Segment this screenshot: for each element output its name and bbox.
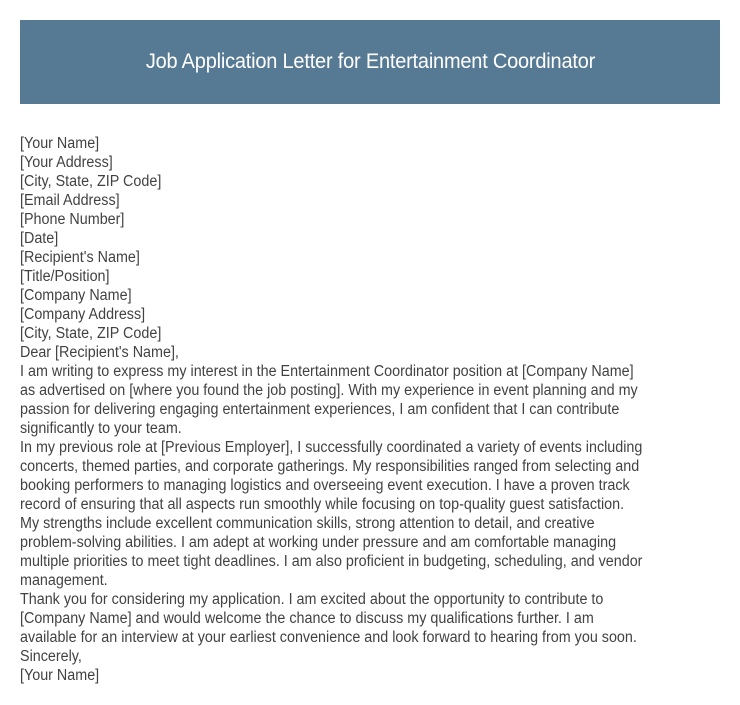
letter-body	[20, 134, 740, 685]
sender-block	[20, 134, 740, 229]
paragraph-introduction	[20, 362, 740, 438]
paragraph-line: available for an interview at your earliest convenience and look forward to hearing from you soon.	[20, 629, 637, 646]
paragraph-line: passion for delivering engaging entertainment experiences, I am confident that I can contribute	[20, 401, 620, 418]
paragraph-line: record of ensuring that all aspects run smoothly while focusing on top-quality guest satisfaction.	[20, 496, 625, 513]
recipient-company: [Company Name]	[20, 287, 132, 304]
paragraph-line: management.	[20, 572, 108, 589]
sender-name: [Your Name]	[20, 135, 100, 152]
paragraph-line: significantly to your team.	[20, 420, 182, 437]
sender-city-state-zip: [City, State, ZIP Code]	[20, 173, 162, 190]
signature: [Your Name]	[20, 667, 100, 684]
paragraph-line: multiple priorities to meet tight deadlines. I am also proficient in budgeting, scheduling, and vendor	[20, 553, 643, 570]
recipient-block	[20, 248, 740, 343]
sender-email: [Email Address]	[20, 192, 120, 209]
page-title: Job Application Letter for Entertainment Coordinator	[145, 50, 595, 73]
closing: Sincerely,	[20, 648, 82, 665]
paragraph-closing	[20, 590, 740, 647]
paragraph-line: Thank you for considering my application. I am excited about the opportunity to contribute to	[20, 591, 604, 608]
sender-phone: [Phone Number]	[20, 211, 125, 228]
sender-address: [Your Address]	[20, 154, 113, 171]
recipient-title: [Title/Position]	[20, 268, 110, 285]
recipient-name: [Recipient's Name]	[20, 249, 140, 266]
letter-date: [Date]	[20, 230, 59, 247]
paragraph-line: booking performers to managing logistics and overseeing event execution. I have a proven track	[20, 477, 630, 494]
paragraph-line: [Company Name] and would welcome the chance to discuss my qualifications further. I am	[20, 610, 594, 627]
paragraph-line: I am writing to express my interest in the Entertainment Coordinator position at [Company Name]	[20, 363, 634, 380]
paragraph-line: In my previous role at [Previous Employer], I successfully coordinated a variety of events including	[20, 439, 643, 456]
salutation: Dear [Recipient's Name],	[20, 344, 179, 361]
recipient-city-state-zip: [City, State, ZIP Code]	[20, 325, 162, 342]
paragraph-strengths	[20, 514, 740, 590]
page-header	[20, 20, 720, 104]
paragraph-line: as advertised on [where you found the job posting]. With my experience in event planning and my	[20, 382, 638, 399]
paragraph-line: problem-solving abilities. I am adept at working under pressure and am comfortable managing	[20, 534, 617, 551]
paragraph-line: concerts, themed parties, and corporate gatherings. My responsibilities ranged from selecting and	[20, 458, 640, 475]
paragraph-experience	[20, 438, 740, 514]
paragraph-line: My strengths include excellent communication skills, strong attention to detail, and creative	[20, 515, 595, 532]
recipient-address: [Company Address]	[20, 306, 146, 323]
